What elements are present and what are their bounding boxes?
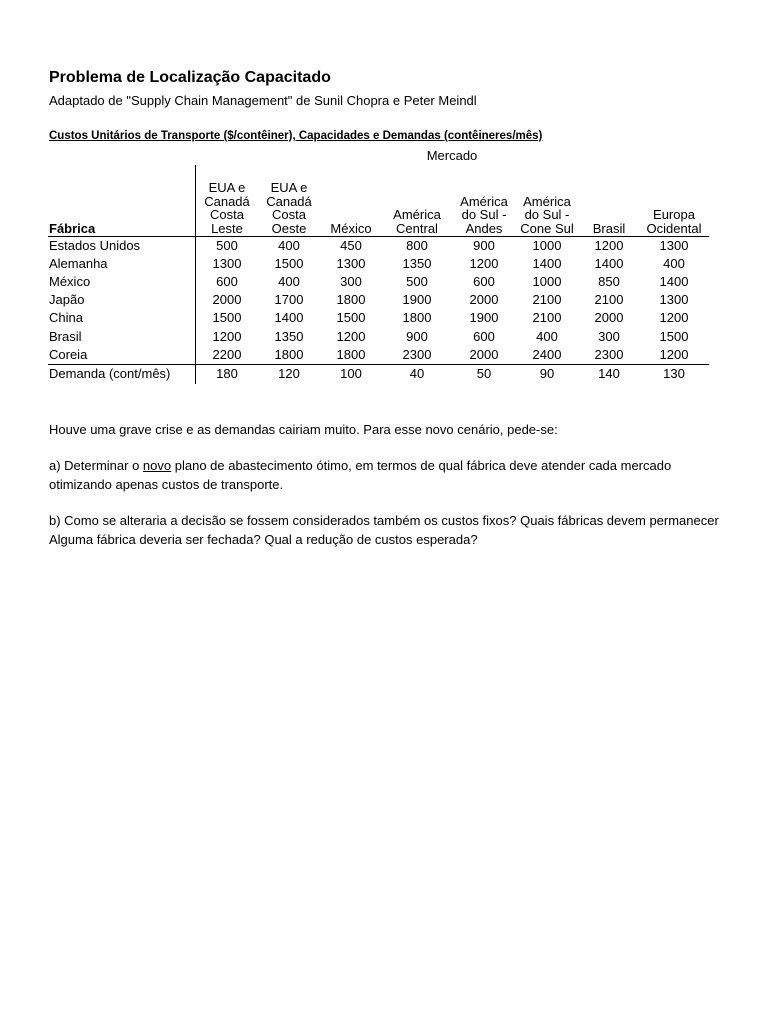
table-cell: 2000 — [469, 346, 499, 362]
table-cell: 180 — [216, 366, 238, 381]
row-label: Coreia — [49, 346, 88, 362]
table-cell: 600 — [216, 274, 238, 290]
question-a-emphasis: novo — [142, 458, 172, 473]
table-cell: 1800 — [336, 292, 366, 308]
table-cell: 500 — [406, 274, 428, 290]
table-cell: 1350 — [402, 256, 432, 272]
table-cell: 400 — [278, 238, 300, 253]
col-header-america-central: América Central — [393, 207, 441, 236]
table-cell: 1400 — [532, 256, 562, 272]
table-row — [0, 255, 768, 273]
table-cell: 1500 — [336, 310, 366, 326]
section-title: Custos Unitários de Transporte ($/contêiner), Capacidades e Demandas (contêineres/mês) — [49, 130, 543, 142]
table-cell: 1000 — [532, 238, 562, 253]
table-row — [0, 291, 768, 309]
question-b: b) Como se alteraria a decisão se fossem considerados também os custos fixos? Quais fábricas devem permanecer — [49, 513, 719, 528]
intro-paragraph: Houve uma grave crise e as demandas cairiam muito. Para esse novo cenário, pede-se: — [49, 422, 558, 437]
col-header-america-do-sul-andes: América do Sul - Andes — [460, 193, 508, 236]
table-cell: 800 — [406, 238, 428, 253]
table-cell: 1900 — [469, 310, 499, 326]
table-cell: 600 — [473, 274, 495, 290]
table-cell: 40 — [409, 366, 425, 381]
table-cell: 1400 — [274, 310, 304, 326]
table-cell: 100 — [340, 366, 362, 381]
question-a-text-end: plano de abastecimento ótimo, em termos de qual fábrica deve atender cada mercado — [171, 458, 672, 473]
table-cell: 1300 — [336, 256, 366, 272]
question-a-line2: otimizando apenas custos de transporte. — [49, 477, 284, 492]
table-cell: 130 — [663, 366, 685, 381]
table-cell: 2300 — [594, 346, 624, 362]
table-cell: 600 — [473, 328, 495, 344]
table-row — [0, 309, 768, 327]
table-cell: 1300 — [659, 238, 689, 253]
table-row — [0, 328, 768, 346]
table-cell: 900 — [406, 328, 428, 344]
row-label: China — [49, 310, 83, 326]
table-cell: 2200 — [212, 346, 242, 362]
row-label: Estados Unidos — [49, 238, 141, 253]
table-cell: 450 — [340, 238, 362, 253]
row-label: Alemanha — [49, 256, 108, 272]
table-cell: 50 — [476, 366, 492, 381]
factory-header: Fábrica — [49, 220, 96, 236]
table-cell: 90 — [539, 366, 555, 381]
table-cell: 1500 — [274, 256, 304, 272]
question-a-text-start: a) Determinar o — [49, 458, 143, 473]
table-cell: 1200 — [594, 238, 624, 253]
row-label: Brasil — [49, 328, 82, 344]
row-label: Demanda (cont/mês) — [49, 366, 171, 381]
table-cell: 2000 — [469, 292, 499, 308]
table-cell: 2000 — [212, 292, 242, 308]
table-cell: 1300 — [659, 292, 689, 308]
document-title: Problema de Localização Capacitado — [49, 69, 331, 86]
table-row — [0, 273, 768, 291]
col-header-mexico: México — [330, 220, 372, 236]
table-cell: 120 — [278, 366, 300, 381]
table-row — [0, 237, 768, 255]
document-subtitle: Adaptado de "Supply Chain Management" de Sunil Chopra e Peter Meindl — [49, 93, 477, 108]
table-cell: 1200 — [659, 310, 689, 326]
table-cell: 900 — [473, 238, 495, 253]
question-b-line2: Alguma fábrica deveria ser fechada? Qual a redução de custos esperada? — [49, 532, 478, 547]
table-cell: 2300 — [402, 346, 432, 362]
table-cell: 1200 — [469, 256, 499, 272]
table-cell: 400 — [278, 274, 300, 290]
table-cell: 1400 — [659, 274, 689, 290]
table-cell: 2400 — [532, 346, 562, 362]
row-label: Japão — [49, 292, 85, 308]
table-cell: 1200 — [336, 328, 366, 344]
table-cell: 1900 — [402, 292, 432, 308]
table-cell: 300 — [340, 274, 362, 290]
table-cell: 850 — [598, 274, 620, 290]
col-header-eua-canada-costa-leste: EUA e Canadá Costa Leste — [204, 180, 250, 236]
col-header-brasil: Brasil — [592, 220, 626, 236]
table-cell: 1800 — [274, 346, 304, 362]
table-cell: 500 — [216, 238, 238, 253]
table-cell: 1300 — [212, 256, 242, 272]
market-label: Mercado — [426, 148, 478, 163]
table-cell: 2100 — [532, 292, 562, 308]
question-a — [49, 456, 671, 475]
table-cell: 300 — [598, 328, 620, 344]
col-header-america-do-sul-cone-sul: América do Sul - Cone Sul — [520, 193, 574, 236]
table-cell: 140 — [598, 366, 620, 381]
table-cell: 1200 — [659, 346, 689, 362]
table-cell: 2100 — [532, 310, 562, 326]
table-cell: 1800 — [402, 310, 432, 326]
table-row — [0, 346, 768, 364]
table-cell: 1500 — [659, 328, 689, 344]
demand-row — [0, 365, 768, 383]
col-header-eua-canada-costa-oeste: EUA e Canadá Costa Oeste — [266, 180, 312, 236]
table-cell: 2000 — [594, 310, 624, 326]
col-header-europa-ocidental: Europa Ocidental — [646, 207, 702, 236]
table-cell: 2100 — [594, 292, 624, 308]
table-cell: 1350 — [274, 328, 304, 344]
table-cell: 1200 — [212, 328, 242, 344]
row-label: México — [49, 274, 91, 290]
table-cell: 400 — [536, 328, 558, 344]
table-cell: 400 — [663, 256, 685, 272]
table-cell: 1000 — [532, 274, 562, 290]
table-cell: 1400 — [594, 256, 624, 272]
table-cell: 1800 — [336, 346, 366, 362]
table-cell: 1700 — [274, 292, 304, 308]
table-cell: 1500 — [212, 310, 242, 326]
